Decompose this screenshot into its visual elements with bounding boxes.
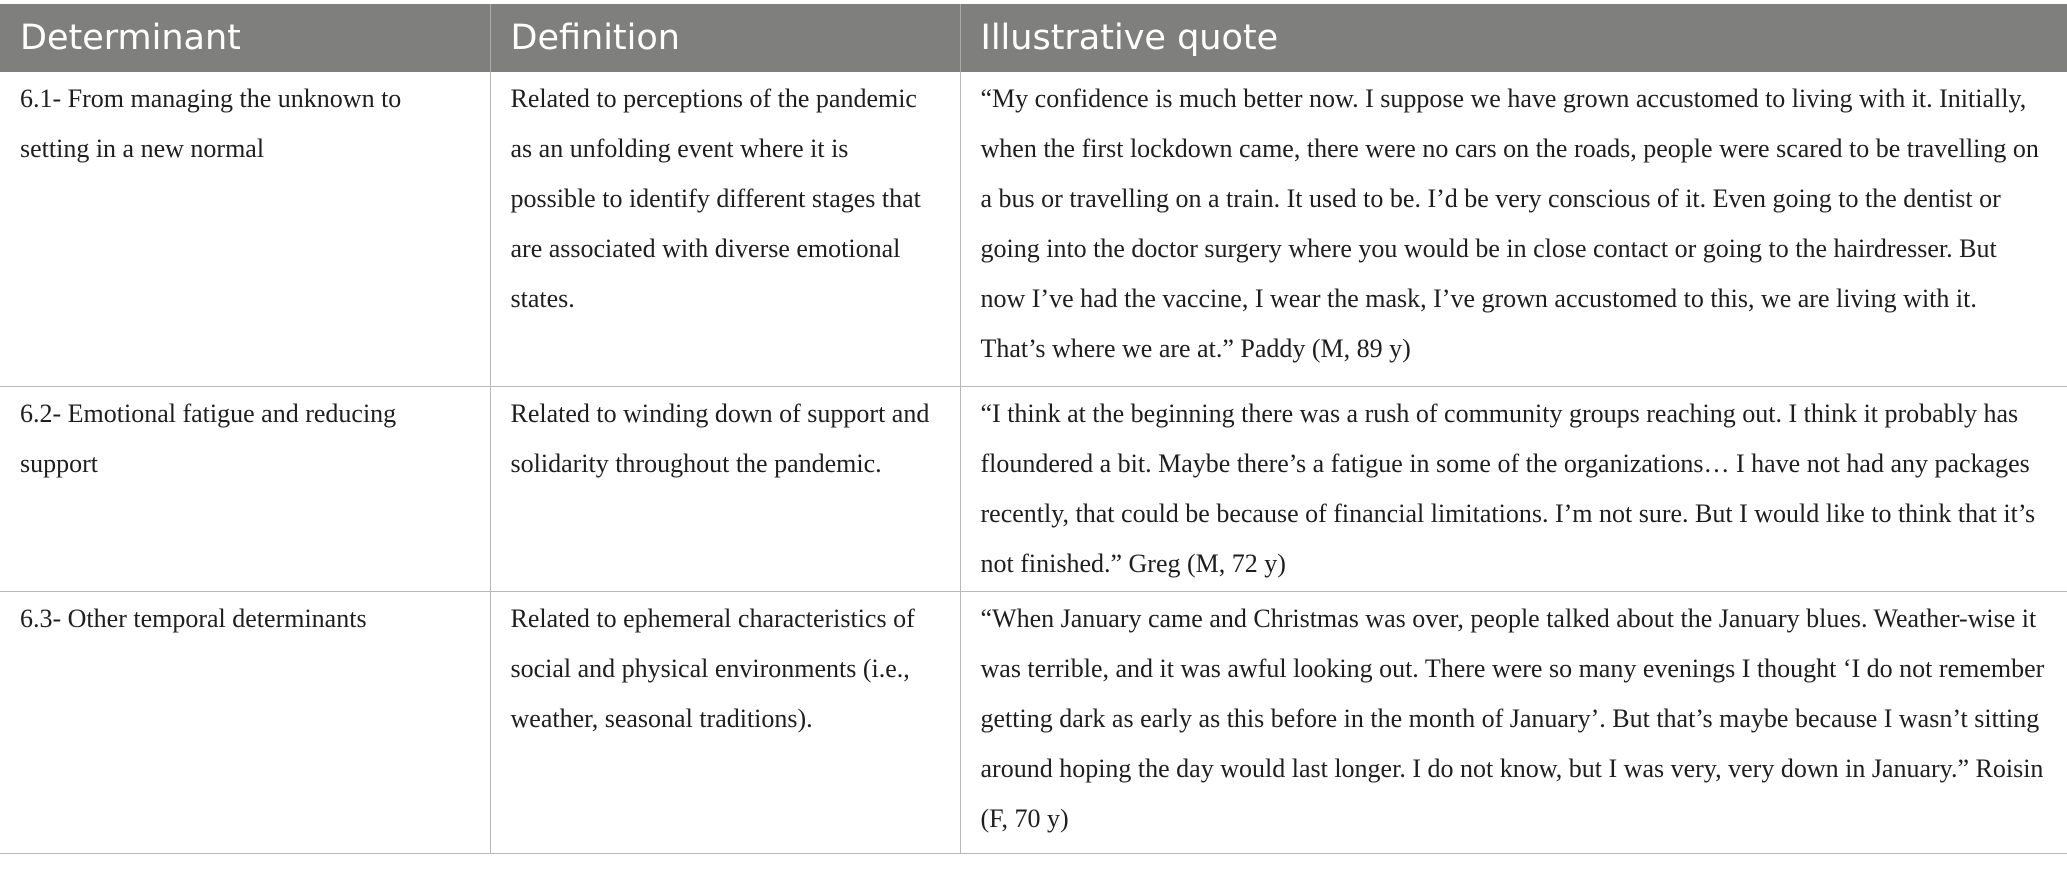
- cell-quote: “I think at the beginning there was a rush of community groups reaching out. I think it probably has floundered a bit. Maybe there’s a fatigue in some of the organizations… I have not had any packages recently, that could be because of financial limitations. I’m not sure. But I would like to think that it’s not finished.” Greg (M, 72 y): [960, 386, 2067, 591]
- cell-determinant: 6.1- From managing the unknown to setting in a new normal: [0, 72, 490, 386]
- header-illustrative-quote: Illustrative quote: [960, 4, 2067, 72]
- cell-quote: “My confidence is much better now. I suppose we have grown accustomed to living with it. Initially, when the first lockdown came, there were no cars on the roads, people were scared to be travelling on a bus or travelling on a train. It used to be. I’d be very conscious of it. Even going to the dentist or going into the doctor surgery where you would be in close contact or going to the hairdresser. But now I’ve had the vaccine, I wear the mask, I’ve grown accustomed to this, we are living with it. That’s where we are at.” Paddy (M, 89 y): [960, 72, 2067, 386]
- header-definition: Definition: [490, 4, 960, 72]
- determinants-table: [0, 4, 2067, 854]
- table-row: [0, 386, 2067, 591]
- header-determinant: Determinant: [0, 4, 490, 72]
- cell-determinant: 6.2- Emotional fatigue and reducing support: [0, 386, 490, 591]
- determinants-table-container: [0, 4, 2067, 854]
- cell-definition: Related to ephemeral characteristics of social and physical environments (i.e., weather, seasonal traditions).: [490, 591, 960, 853]
- cell-definition: Related to perceptions of the pandemic as an unfolding event where it is possible to identify different stages that are associated with diverse emotional states.: [490, 72, 960, 386]
- table-header: [0, 4, 2067, 72]
- cell-quote: “When January came and Christmas was over, people talked about the January blues. Weather-wise it was terrible, and it was awful looking out. There were so many evenings I thought ‘I do not remember getting dark as early as this before in the month of January’. But that’s maybe because I wasn’t sitting around hoping the day would last longer. I do not know, but I was very, very down in January.” Roisin (F, 70 y): [960, 591, 2067, 853]
- table-body: [0, 72, 2067, 853]
- cell-definition: Related to winding down of support and solidarity throughout the pandemic.: [490, 386, 960, 591]
- header-row: [0, 4, 2067, 72]
- table-row: [0, 72, 2067, 386]
- cell-determinant: 6.3- Other temporal determinants: [0, 591, 490, 853]
- table-row: [0, 591, 2067, 853]
